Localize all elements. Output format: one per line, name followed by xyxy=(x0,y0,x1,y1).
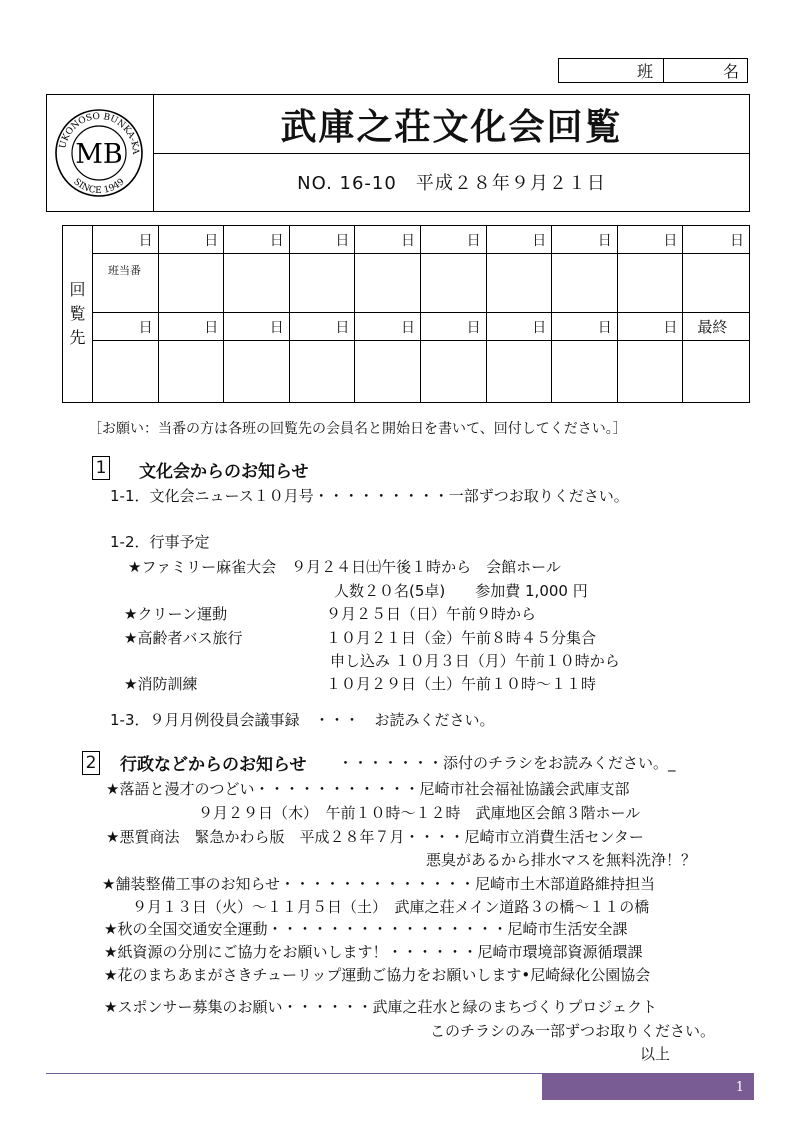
item-line: １０月２９日（土）午前１０時～１１時 xyxy=(326,675,597,693)
circulation-table xyxy=(62,225,750,403)
item-line: １０月２１日（金）午前８時４５分集合 xyxy=(326,629,597,647)
item-line: ★花のまちあまがさきチューリップ運動ご協力をお願いします•尼崎緑化公園協会 xyxy=(104,966,651,984)
name-cell[interactable] xyxy=(421,254,487,313)
item-line: ★スポンサー募集のお願い・・・・・・武庫之荘水と緑のまちづくりプロジェクト xyxy=(104,998,658,1016)
mb-logo-seal xyxy=(47,95,151,211)
item-line: ★悪質商法 緊急かわら版 平成２８年７月・・・・尼崎市立消費生活センター xyxy=(106,828,644,846)
side-label-char: 覧 xyxy=(69,304,86,323)
closing-word: 以上 xyxy=(640,1045,671,1063)
date-cell[interactable]: 日 xyxy=(683,226,749,254)
group-name-box xyxy=(558,58,748,83)
logo-ring-top: UKONOSO BUNKA-KA xyxy=(58,111,141,155)
name-label: 名 xyxy=(722,62,739,81)
date-cell[interactable]: 日 xyxy=(224,313,290,341)
section-number-box: 1 xyxy=(92,456,110,480)
item-line: ★紙資源の分別にご協力をお願いします！・・・・・・尼崎市環境部資源循環課 xyxy=(104,943,643,961)
item-line: 人数２０名(5卓) 参加費 1,000 円 xyxy=(334,582,588,600)
newsletter-title: 武庫之荘文化会回覧 xyxy=(280,106,623,148)
name-cell[interactable] xyxy=(224,341,290,402)
date-cell[interactable]: 日 xyxy=(224,226,290,254)
side-label-char: 回 xyxy=(69,280,86,299)
name-cell[interactable] xyxy=(683,254,749,313)
date-cell[interactable]: 日 xyxy=(93,313,159,341)
page-number: 1 xyxy=(735,1079,744,1095)
date-cell[interactable]: 日 xyxy=(355,226,421,254)
date-cell[interactable]: 日 xyxy=(290,226,356,254)
date-cell[interactable]: 日 xyxy=(93,226,159,254)
section-number-box: 2 xyxy=(82,751,100,775)
name-cell[interactable] xyxy=(421,341,487,402)
date-cell[interactable]: 日 xyxy=(159,226,225,254)
request-note: ［お願い：当番の方は各班の回覧先の会員名と開始日を書いて、回付してください。］ xyxy=(88,421,627,437)
logo-monogram: MB xyxy=(75,139,123,170)
item-line: ★舗装整備工事のお知らせ・・・・・・・・・・・・・尼崎市土木部道路維持担当 xyxy=(102,875,656,893)
date-cell[interactable]: 日 xyxy=(159,313,225,341)
circulation-side-label xyxy=(63,226,93,402)
name-cell[interactable] xyxy=(487,341,553,402)
section-title: 行政などからのお知らせ xyxy=(120,755,307,775)
name-cell[interactable] xyxy=(683,341,749,402)
name-cell[interactable] xyxy=(355,341,421,402)
item-line: このチラシのみ一部ずつお取りください。 xyxy=(430,1022,716,1040)
date-cell[interactable]: 日 xyxy=(421,313,487,341)
date-cell[interactable]: 日 xyxy=(421,226,487,254)
item-line: ９月２５日（日）午前９時から xyxy=(326,605,537,623)
han-toban-cell[interactable]: 班当番 xyxy=(93,254,159,313)
item-line: ★消防訓練 xyxy=(124,675,198,693)
item-line: ★ファミリー麻雀大会 ９月２４日㈯午後１時から 会館ホール xyxy=(128,558,561,576)
name-cell[interactable] xyxy=(618,341,684,402)
name-cell[interactable] xyxy=(618,254,684,313)
date-cell[interactable]: 日 xyxy=(618,313,684,341)
item-line: ★高齢者バス旅行 xyxy=(124,629,243,647)
item-line: 悪臭があるから排水マスを無料洗浄！？ xyxy=(426,851,697,869)
date-cell[interactable]: 日 xyxy=(487,313,553,341)
final-cell[interactable]: 最終 xyxy=(683,313,749,341)
logo-cell xyxy=(47,95,154,211)
name-cell[interactable] xyxy=(159,341,225,402)
date-cell[interactable]: 日 xyxy=(290,313,356,341)
footer-bar xyxy=(542,1074,754,1100)
side-label-char: 先 xyxy=(69,328,86,347)
item-line: 1-1．文化会ニュース１０月号・・・・・・・・・一部ずつお取りください。 xyxy=(110,487,629,505)
name-cell[interactable] xyxy=(159,254,225,313)
date-cell[interactable]: 日 xyxy=(552,226,618,254)
item-line: ９月１３日（火）～１１月５日（土） 武庫之荘メイン道路３の橋～１１の橋 xyxy=(132,898,650,916)
name-cell[interactable] xyxy=(355,254,421,313)
date-cell[interactable]: 日 xyxy=(618,226,684,254)
date-cell[interactable]: 日 xyxy=(487,226,553,254)
newsletter-header xyxy=(46,94,750,212)
name-cell[interactable] xyxy=(552,254,618,313)
section-title: 文化会からのお知らせ xyxy=(139,462,309,482)
circulation-grid xyxy=(93,226,749,402)
date-cell[interactable]: 日 xyxy=(355,313,421,341)
name-cell[interactable] xyxy=(487,254,553,313)
title-row xyxy=(154,95,749,154)
item-line: 1-2．行事予定 xyxy=(110,533,210,551)
name-cell[interactable] xyxy=(224,254,290,313)
name-cell[interactable] xyxy=(552,341,618,402)
name-cell[interactable] xyxy=(93,341,159,402)
group-label: 班 xyxy=(559,59,664,82)
date-cell[interactable]: 日 xyxy=(552,313,618,341)
name-cell[interactable] xyxy=(290,254,356,313)
logo-ring-bottom: SINCE 1949 xyxy=(71,177,127,197)
item-line: 1-3．９月月例役員会議事録 ・・・ お読みください。 xyxy=(110,711,495,729)
item-line: 申し込み １０月３日（月）午前１０時から xyxy=(330,652,620,670)
item-line: ★秋の全国交通安全運動・・・・・・・・・・・・・・・・尼崎市生活安全課 xyxy=(104,920,628,938)
section-title-suffix: ・・・・・・・添付のチラシをお読みください。_ xyxy=(338,754,676,772)
item-line: ★落語と漫才のつどい・・・・・・・・・・・尼崎市社会福祉協議会武庫支部 xyxy=(106,780,630,798)
item-line: ★クリーン運動 xyxy=(124,605,228,623)
name-cell[interactable] xyxy=(290,341,356,402)
issue-line: NO. 16-10 平成２８年９月２１日 xyxy=(297,173,606,194)
item-line: ９月２９日（木） 午前１０時～１２時 武庫地区会館３階ホール xyxy=(198,804,641,822)
